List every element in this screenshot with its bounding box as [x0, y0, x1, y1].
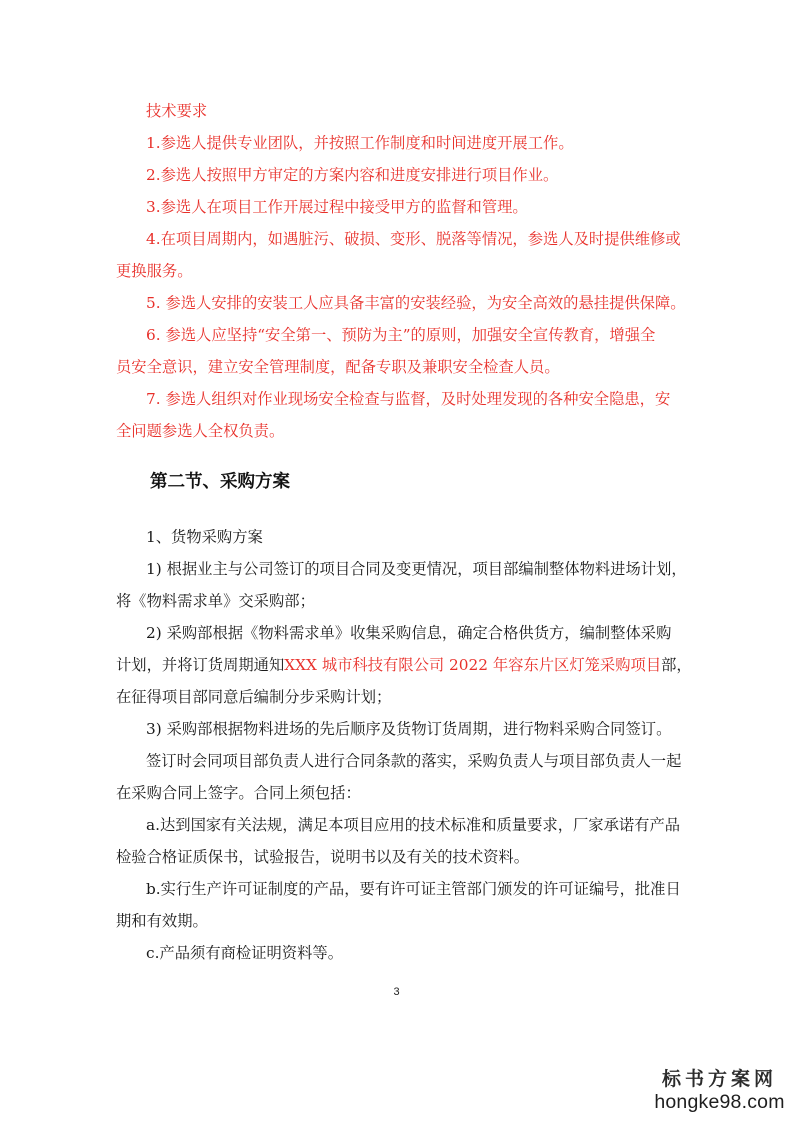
section-heading: 第二节、采购方案	[150, 472, 290, 492]
section-subheading: 1、货物采购方案	[146, 528, 263, 546]
requirement-line: 6. 参选人应坚持“安全第一、预防为主”的原则，加强安全宣传教育，增强全	[146, 326, 656, 344]
watermark-chinese: 标书方案网	[661, 1068, 777, 1090]
requirement-line: 2.参选人按照甲方审定的方案内容和进度安排进行项目作业。	[146, 166, 559, 184]
paragraph-line: 检验合格证质保书，试验报告，说明书以及有关的技术资料。	[116, 848, 530, 866]
paragraph-line: 在征得项目部同意后编制分步采购计划；	[116, 688, 392, 706]
paragraph-line: 1) 根据业主与公司签订的项目合同及变更情况，项目部编制整体物料进场计划，	[146, 560, 687, 578]
paragraph-line: b.实行生产许可证制度的产品，要有许可证主管部门颁发的许可证编号，批准日	[146, 880, 681, 898]
paragraph-line: c.产品须有商检证明资料等。	[146, 944, 343, 962]
requirement-line: 更换服务。	[116, 262, 193, 280]
requirement-line: 3.参选人在项目工作开展过程中接受甲方的监督和管理。	[146, 198, 528, 216]
paragraph-line-mixed	[116, 655, 692, 675]
requirement-line: 5. 参选人安排的安装工人应具备丰富的安装经验，为安全高效的悬挂提供保障。	[146, 294, 686, 312]
paragraph-line: 在采购合同上签字。合同上须包括：	[116, 784, 361, 802]
paragraph-line: 期和有效期。	[116, 912, 208, 930]
page-number: 3	[393, 986, 400, 998]
paragraph-line: 将《物料需求单》交采购部；	[116, 592, 315, 610]
requirement-line: 1.参选人提供专业团队，并按照工作制度和时间进度开展工作。	[146, 134, 574, 152]
paragraph-text: 计划，并将订货周期通知	[116, 656, 285, 674]
paragraph-line: 2) 采购部根据《物料需求单》收集采购信息，确定合格供货方，编制整体采购	[146, 624, 672, 642]
project-name-highlight: XXX 城市科技有限公司 2022 年容东片区灯笼采购项目	[284, 656, 662, 674]
requirements-title: 技术要求	[146, 102, 208, 120]
paragraph-line: 签订时会同项目部负责人进行合同条款的落实，采购负责人与项目部负责人一起	[146, 752, 682, 770]
paragraph-text: 部，	[661, 656, 692, 674]
requirement-line: 全问题参选人全权负责。	[116, 422, 285, 440]
watermark	[652, 1068, 787, 1114]
watermark-url: hongke98.com	[654, 1091, 785, 1113]
requirement-line: 7. 参选人组织对作业现场安全检查与监督，及时处理发现的各种安全隐患，安	[146, 390, 671, 408]
paragraph-line: 3) 采购部根据物料进场的先后顺序及货物订货周期，进行物料采购合同签订。	[146, 720, 672, 738]
paragraph-line: a.达到国家有关法规，满足本项目应用的技术标准和质量要求，厂家承诺有产品	[146, 816, 681, 834]
requirement-line: 员安全意识，建立安全管理制度，配备专职及兼职安全检查人员。	[116, 358, 560, 376]
requirement-line: 4.在项目周期内，如遇脏污、破损、变形、脱落等情况，参选人及时提供维修或	[146, 230, 681, 248]
